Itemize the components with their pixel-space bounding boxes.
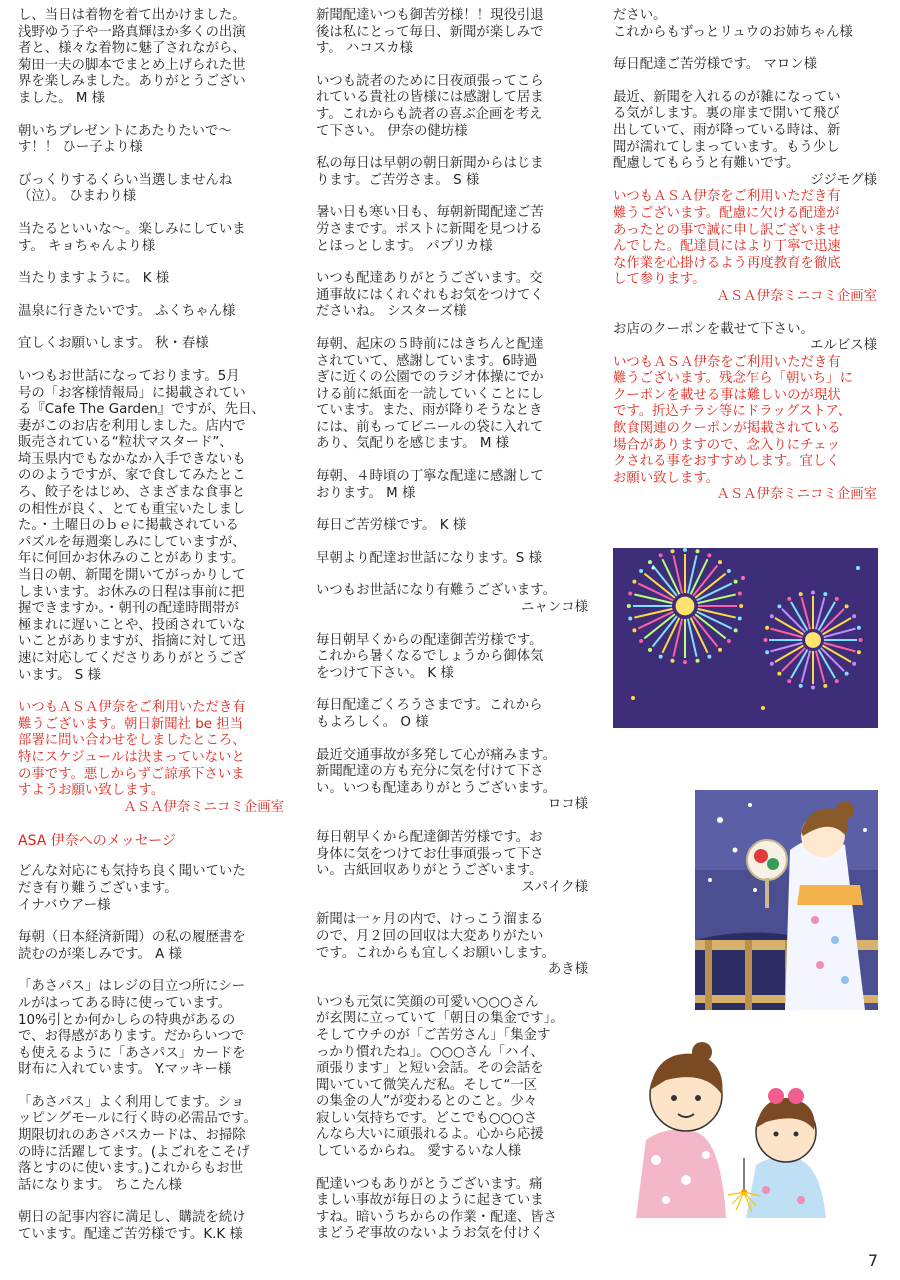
reader-message bbox=[316, 583, 588, 616]
text-line: されていて、感謝しています。6時過 bbox=[316, 353, 538, 369]
staff-reply bbox=[613, 355, 877, 504]
text-line: 温泉に行きたいです。 ふくちゃん様 bbox=[18, 303, 236, 319]
text-line: 毎日朝早くからの配達御苦労様です。 bbox=[316, 632, 543, 648]
fireworks-illustration bbox=[613, 548, 878, 728]
firework-spark bbox=[811, 686, 815, 690]
text-line: まどうぞ事故のないようお気を付けく bbox=[316, 1226, 544, 1242]
text-line: いつも配達ありがとうございます。交 bbox=[316, 271, 543, 287]
text-line: る気がします。裏の扉まで開いて飛び bbox=[613, 106, 840, 122]
text-line: 速に対応してくださりありがとうござ bbox=[18, 651, 246, 666]
reader-message bbox=[316, 156, 588, 189]
text-line: 当日の朝、新聞を開いてがっかりして bbox=[18, 568, 246, 584]
text-line: 朝いちプレゼントにあたりたいで～ bbox=[18, 123, 232, 139]
text-line: 通事故にはくれぐれもお気をつけてく bbox=[316, 287, 544, 303]
text-line: 新聞は一ヶ月の内で、けっこう溜まる bbox=[316, 912, 544, 928]
firework-spark bbox=[770, 662, 774, 666]
firework-spark bbox=[683, 548, 687, 552]
text-line: すようお願い致します。 bbox=[18, 783, 165, 799]
text-line: あったとの事で誠に申し訳ございませ bbox=[613, 222, 841, 238]
text-line: あり、気配りを感じます。 M 様 bbox=[316, 436, 510, 452]
text-line: ました。 M 様 bbox=[18, 90, 106, 106]
reader-message bbox=[316, 337, 588, 453]
text-line: ています。また、雨が降りそうなとき bbox=[316, 403, 543, 419]
reader-message bbox=[316, 830, 588, 896]
signature: あき様 bbox=[547, 962, 588, 978]
text-line: いつもＡＳＡ伊奈をご利用いただき有 bbox=[613, 354, 841, 370]
signature: ＡＳＡ伊奈ミニコミ企画室 bbox=[716, 288, 877, 304]
text-line: ましい事故が毎日のように起きていま bbox=[316, 1193, 544, 1209]
text-line: すね。暗いうちからの作業・配達、皆さ bbox=[316, 1209, 558, 1225]
text-line: 最近交通事故が多発して心が痛みます。 bbox=[316, 747, 556, 763]
text-line: 毎日配達ごくろうさまです。これから bbox=[316, 698, 543, 714]
text-line: 私の毎日は早朝の朝日新聞からはじま bbox=[316, 156, 544, 172]
text-line: で、お得感があります。だからいつで bbox=[18, 1029, 245, 1045]
firework-spark bbox=[799, 684, 803, 688]
text-line: には、前もってビニールの袋に入れて bbox=[316, 419, 544, 435]
text-line: な作業を心掛けるよう再度教育を徹底 bbox=[613, 255, 841, 271]
text-line: しまいます。お休みの日程は事前に把 bbox=[18, 584, 245, 600]
reader-message bbox=[316, 74, 588, 140]
firework-spark bbox=[671, 659, 675, 663]
text-line: 販売されている“粒状マスタード”、 bbox=[18, 435, 233, 451]
reader-message bbox=[18, 930, 284, 963]
text-line: ださい。 bbox=[613, 8, 667, 23]
signature: ロコ様 bbox=[547, 797, 588, 813]
text-line: おります。 M 様 bbox=[316, 485, 416, 501]
yukata-girl-icon bbox=[695, 790, 878, 1010]
text-line: 妻がこのお店を利用しました。店内で bbox=[18, 418, 246, 434]
firework-spark bbox=[648, 560, 652, 564]
text-line: し、当日は着物を着て出かけました。 bbox=[18, 8, 246, 23]
text-line: 朝日の記事内容に満足し、購読を続け bbox=[18, 1210, 246, 1226]
text-line: 聞いていて微笑んだ私。そして“一区 bbox=[316, 1077, 538, 1093]
firework-spark bbox=[659, 655, 663, 659]
text-line: 配慮してもらうと有難いです。 bbox=[613, 156, 800, 172]
text-line: 財布に入れています。 Y.マッキー様 bbox=[18, 1062, 232, 1078]
text-line: んなら大いに頑張れるよ。心から応援 bbox=[316, 1127, 544, 1143]
reader-message bbox=[613, 57, 877, 74]
firework-spark bbox=[845, 604, 849, 608]
text-line: 寂しい気持ちです。どこでも○○○さ bbox=[316, 1110, 538, 1126]
text-line: ています。配達ご苦労様です。K.K 様 bbox=[18, 1227, 243, 1243]
text-line: クされる事をおすすめします。宜しく bbox=[613, 454, 840, 470]
firework-spark bbox=[734, 580, 738, 584]
firework-spark bbox=[823, 592, 827, 596]
firework-spark bbox=[718, 648, 722, 652]
signature: スパイク様 bbox=[521, 879, 588, 895]
text-line: す！！ ひー子より様 bbox=[18, 140, 143, 156]
signature: ＡＳＡ伊奈ミニコミ企画室 bbox=[716, 487, 877, 503]
signature: ジジモグ様 bbox=[810, 172, 877, 188]
firework-spark bbox=[683, 660, 687, 664]
firework-core bbox=[805, 632, 821, 648]
firework-spark bbox=[707, 553, 711, 557]
text-line: イナバウアー様 bbox=[18, 897, 111, 913]
text-line: す。これからも読者の喜ぶ企画を考え bbox=[316, 106, 543, 122]
reader-message bbox=[18, 369, 284, 684]
text-line: ASA 伊奈へのメッセージ bbox=[18, 833, 176, 850]
text-line: 出していて、雨が降っている時は、新 bbox=[613, 122, 841, 138]
text-line: 当たりますように。 K 様 bbox=[18, 271, 170, 287]
firework-spark bbox=[765, 626, 769, 630]
text-line: とほっとします。 パプリカ様 bbox=[316, 238, 493, 254]
reader-message bbox=[316, 633, 588, 683]
reader-message bbox=[18, 1210, 284, 1243]
firework-spark bbox=[739, 604, 743, 608]
text-line: 「あさパス」はレジの目立つ所にシー bbox=[18, 979, 246, 995]
firework-spark bbox=[765, 650, 769, 654]
text-line: 界を楽しみました。ありがとうござい bbox=[18, 74, 246, 90]
firework-spark bbox=[734, 628, 738, 632]
text-line: 期限切れのあさパスカードは、お掃除 bbox=[18, 1128, 246, 1144]
text-line: 菊田一夫の脚本でまとめ上げられた世 bbox=[18, 57, 246, 73]
firework-spark bbox=[777, 672, 781, 676]
column-1 bbox=[18, 8, 284, 1260]
firework-spark bbox=[857, 650, 861, 654]
firework-spark bbox=[628, 592, 632, 596]
text-line: 部署に問い合わせをしましたところ、 bbox=[18, 733, 246, 749]
firework-spark bbox=[852, 614, 856, 618]
text-line: ります。ご苦労さま。 S 様 bbox=[316, 172, 480, 188]
text-line: いつもお世話になっております。5月 bbox=[18, 368, 240, 384]
text-line: そしてウチのが「ご苦労さん」「集金す bbox=[316, 1027, 551, 1043]
reader-message bbox=[316, 205, 588, 255]
fireworks-icon bbox=[613, 548, 878, 728]
text-line: 後は私にとって毎日、新聞が楽しみで bbox=[316, 24, 544, 40]
sparkler-kids-illustration bbox=[626, 1040, 858, 1218]
firework-spark bbox=[777, 604, 781, 608]
text-line: 毎朝（日本経済新聞）の私の履歴書を bbox=[18, 930, 246, 946]
section-heading bbox=[18, 832, 284, 850]
text-line: いつもＡＳＡ伊奈をご利用いただき有 bbox=[613, 189, 841, 205]
text-line: の事です。悪しからずご諒承下さいま bbox=[18, 766, 245, 782]
text-line: 場合がありますので、念入りにチェッ bbox=[613, 437, 840, 453]
text-line: の時に活躍してます。(よごれをこそげ bbox=[18, 1144, 250, 1160]
text-line: だき有り難うございます。 bbox=[18, 880, 178, 896]
reader-message bbox=[613, 322, 877, 355]
text-line: 落とすのに使います。)これからもお世 bbox=[18, 1161, 244, 1177]
text-line: ぎに近くの公園でのラジオ体操にでか bbox=[316, 370, 544, 386]
text-line: の相性が良く、とても重宝いたしまし bbox=[18, 501, 246, 517]
text-line: お願い致します。 bbox=[613, 470, 720, 486]
text-line: どんな対応にも気持ち良く聞いていた bbox=[18, 864, 246, 880]
text-line: います。 S 様 bbox=[18, 667, 101, 683]
reader-message bbox=[18, 864, 284, 914]
firework-spark bbox=[835, 679, 839, 683]
text-line: です。折込チラシ等にドラッグストア、 bbox=[613, 404, 852, 420]
text-line: いつも読者のために日夜頑張ってこら bbox=[316, 73, 544, 89]
text-line: クーポンを載せる事は難しいのが現状 bbox=[613, 387, 841, 403]
text-line: パズルを毎週楽しみにしていますが、 bbox=[18, 534, 246, 550]
reader-message bbox=[18, 979, 284, 1079]
text-line: しているからね。 愛するいな人様 bbox=[316, 1144, 522, 1160]
firework-spark bbox=[738, 616, 742, 620]
firework-spark bbox=[799, 592, 803, 596]
text-line: る『Cafe The Garden』ですが、先日、 bbox=[18, 402, 265, 418]
reader-message bbox=[316, 995, 588, 1161]
text-line: ッピングモールに行く時の必需品です。 bbox=[18, 1111, 257, 1127]
text-line: をつけて下さい。 K 様 bbox=[316, 665, 454, 681]
reader-message bbox=[316, 551, 588, 568]
firework-spark bbox=[727, 569, 731, 573]
text-line: 新聞配達いつも御苦労様！！現役引退 bbox=[316, 8, 544, 23]
text-line: ろ、餃子をはじめ、さまざまな食事と bbox=[18, 485, 246, 501]
text-line: れている貴社の皆様には感謝して居ま bbox=[316, 90, 544, 106]
reader-message bbox=[18, 336, 284, 353]
text-line: して参ります。 bbox=[613, 272, 706, 288]
text-line: 毎日配達ご苦労様です。 マロン様 bbox=[613, 57, 818, 73]
text-line: た。・土曜日のｂｅに掲載されている bbox=[18, 518, 239, 534]
text-line: 話になります。 ちこたん様 bbox=[18, 1177, 182, 1193]
firework-spark bbox=[695, 549, 699, 553]
firework-spark bbox=[695, 659, 699, 663]
firework-spark bbox=[787, 597, 791, 601]
firework-spark bbox=[835, 597, 839, 601]
firework-spark bbox=[738, 592, 742, 596]
text-line: す。 ハコスカ様 bbox=[316, 41, 413, 57]
staff-reply bbox=[613, 189, 877, 305]
yukata-girl-illustration bbox=[695, 790, 878, 1010]
reader-message bbox=[18, 222, 284, 255]
signature: ニャンコ様 bbox=[521, 600, 588, 616]
text-line: 10%引とか何かしらの特典があるの bbox=[18, 1012, 236, 1028]
text-line: びっくりするくらい当選しませんね bbox=[18, 172, 233, 188]
text-line: です。これからも宜しくお願いします。 bbox=[316, 945, 555, 961]
firework-core bbox=[676, 597, 695, 616]
text-line: 新聞配達の方も充分に気を付けて下さ bbox=[316, 764, 544, 780]
text-line: 労さまです。ポストに新聞を見つける bbox=[316, 221, 543, 237]
column-3 bbox=[613, 8, 877, 520]
text-line: の集金の人”が変わるとのこと。少々 bbox=[316, 1094, 538, 1110]
text-line: いつもお世話になり有難うございます。 bbox=[316, 583, 556, 599]
text-line: （泣）。 ひまわり様 bbox=[18, 189, 137, 205]
text-line: 身体に気をつけてお仕事頑張って下さ bbox=[316, 846, 544, 862]
text-line: 毎朝、４時頃の丁寧な配達に感謝して bbox=[316, 469, 544, 485]
reader-message bbox=[316, 912, 588, 978]
reader-message bbox=[18, 124, 284, 157]
reader-message bbox=[613, 8, 877, 41]
text-line: も使えるように「あさパス」カードを bbox=[18, 1045, 246, 1061]
firework-spark bbox=[718, 560, 722, 564]
text-line: 毎日朝早くから配達御苦労様です。お bbox=[316, 829, 543, 845]
text-line: 毎日ご苦労様です。 K 様 bbox=[316, 518, 467, 534]
firework-spark bbox=[632, 628, 636, 632]
page-number: 7 bbox=[867, 1251, 878, 1270]
column-2 bbox=[316, 8, 588, 1259]
text-line: 読むのが楽しみです。 A 様 bbox=[18, 946, 182, 962]
text-line: 者と、様々な着物に魅了されながら、 bbox=[18, 41, 246, 57]
text-line: 埼玉県内でもなかなか入手できないも bbox=[18, 451, 246, 467]
reader-message bbox=[18, 173, 284, 206]
firework-spark bbox=[628, 616, 632, 620]
text-line: 極まれに遅いことや、投函されていな bbox=[18, 617, 246, 633]
text-line: 年に何回かお休みのことがあります。 bbox=[18, 551, 245, 567]
firework-spark bbox=[787, 679, 791, 683]
firework-spark bbox=[727, 639, 731, 643]
text-line: が玄関に立っていて「朝日の集金です」。 bbox=[316, 1011, 564, 1027]
firework-spark bbox=[845, 672, 849, 676]
text-line: これから暑くなるでしょうから御体気 bbox=[316, 649, 544, 665]
reader-message bbox=[316, 271, 588, 321]
text-line: い。いつも配達ありがとうございます。 bbox=[316, 780, 556, 796]
text-line: 飲食関連のクーポンが掲載されている bbox=[613, 421, 841, 437]
signature: ＡＳＡ伊奈ミニコミ企画室 bbox=[123, 799, 284, 815]
firework-spark bbox=[671, 549, 675, 553]
text-line: 「あさパス」よく利用してます。ショ bbox=[18, 1094, 245, 1110]
text-line: 握できますか。・朝刊の配達時間帯が bbox=[18, 601, 239, 617]
text-line: いことがありますが、指摘に対して迅 bbox=[18, 634, 246, 650]
text-line: ルがはってある時に使っています。 bbox=[18, 995, 232, 1011]
text-line: 早朝より配達お世話になります。S 様 bbox=[316, 550, 542, 566]
text-line: お店のクーポンを載せて下さい。 bbox=[613, 321, 814, 337]
text-line: 宜しくお願いします。 秋・春様 bbox=[18, 336, 209, 352]
text-line: ける前に紙面を一読していくことにし bbox=[316, 386, 544, 402]
text-line: 難うございます。配慮に欠ける配達が bbox=[613, 205, 840, 221]
text-line: 号の「お客様情報局」に掲載されてい bbox=[18, 385, 246, 401]
text-line: んでした。配達員にはより丁寧で迅速 bbox=[613, 239, 841, 255]
text-line: 聞が濡れてしまっています。もう少し bbox=[613, 139, 840, 155]
text-line: 当たるといいな～。楽しみにしていま bbox=[18, 221, 246, 237]
reader-message bbox=[316, 518, 588, 535]
text-line: ださいね。 シスターズ様 bbox=[316, 304, 467, 320]
firework-spark bbox=[852, 662, 856, 666]
text-line: 配達いつもありがとうございます。痛 bbox=[316, 1176, 543, 1192]
reader-message bbox=[316, 748, 588, 814]
text-line: 最近、新聞を入れるのが雑になってい bbox=[613, 89, 841, 105]
firework-spark bbox=[707, 655, 711, 659]
firework-spark bbox=[627, 604, 631, 608]
text-line: ののようですが、家で食してみたとこ bbox=[18, 468, 246, 484]
text-line: て下さい。 伊奈の健坊様 bbox=[316, 123, 468, 139]
firework-spark bbox=[632, 580, 636, 584]
text-line: い。古紙回収ありがとうございます。 bbox=[316, 863, 543, 879]
text-line: いつも元気に笑顔の可愛い○○○さん bbox=[316, 994, 539, 1010]
sparkler-icon bbox=[626, 1040, 858, 1218]
text-line: ので、月２回の回収は大変ありがたい bbox=[316, 928, 544, 944]
text-line: 浅野ゆう子や一路真輝ほか多くの出演 bbox=[18, 24, 246, 40]
text-line: す。 キョちゃんより様 bbox=[18, 238, 156, 254]
text-line: 特にスケジュールは決まっていないと bbox=[18, 749, 245, 765]
text-line: 頑張ります」と短い会話。その会話を bbox=[316, 1061, 544, 1077]
firework-spark bbox=[639, 639, 643, 643]
firework-spark bbox=[859, 638, 863, 642]
signature: エルビス様 bbox=[810, 338, 877, 354]
firework-spark bbox=[763, 638, 767, 642]
firework-spark bbox=[648, 648, 652, 652]
reader-message bbox=[18, 1095, 284, 1195]
firework-spark bbox=[639, 569, 643, 573]
reader-message bbox=[316, 1177, 588, 1243]
firework-spark bbox=[857, 626, 861, 630]
firework-spark bbox=[770, 614, 774, 618]
firework-spark bbox=[659, 553, 663, 557]
text-line: もよろしく。 O 様 bbox=[316, 715, 429, 730]
text-line: これからもずっとリュウのお姉ちゃん様 bbox=[613, 24, 853, 40]
staff-reply bbox=[18, 700, 284, 816]
reader-message bbox=[316, 8, 588, 58]
reader-message bbox=[613, 90, 877, 190]
text-line: っかり慣れたね」。○○○さん「ハイ、 bbox=[316, 1044, 545, 1060]
text-line: 難うございます。残念乍ら「朝いち」に bbox=[613, 371, 853, 387]
text-line: 毎朝、起床の５時前にはきちんと配達 bbox=[316, 336, 544, 352]
reader-message bbox=[316, 469, 588, 502]
reader-message bbox=[18, 8, 284, 108]
text-line: いつもＡＳＡ伊奈をご利用いただき有 bbox=[18, 700, 246, 716]
firework-spark bbox=[811, 590, 815, 594]
reader-message bbox=[316, 698, 588, 731]
text-line: 難うございます。朝日新聞社 be 担当 bbox=[18, 716, 244, 732]
reader-message bbox=[18, 271, 284, 288]
text-line: 暑い日も寒い日も、毎朝新聞配達ご苦 bbox=[316, 205, 544, 221]
firework-spark bbox=[823, 684, 827, 688]
reader-message bbox=[18, 304, 284, 321]
